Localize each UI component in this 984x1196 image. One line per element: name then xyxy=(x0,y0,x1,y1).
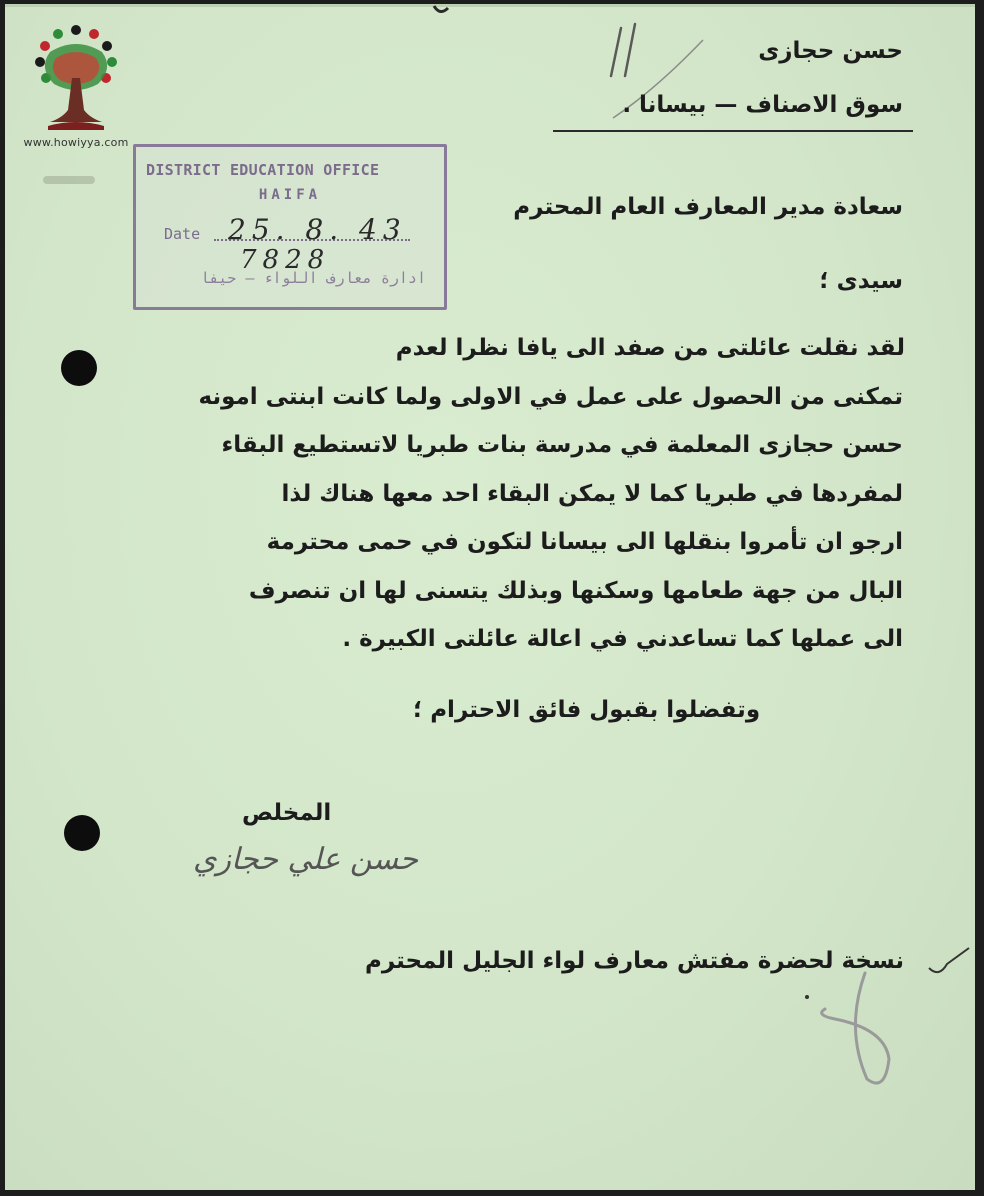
body-line: حسن حجازى المعلمة في مدرسة بنات طبريا لاتستطيع البقاء xyxy=(221,432,903,458)
stamp-office-name: DISTRICT EDUCATION OFFICE xyxy=(146,161,380,179)
punch-hole xyxy=(61,350,97,386)
stamp-city: HAIFA xyxy=(258,187,322,203)
body-line: لمفردها في طبريا كما لا يمكن البقاء احد معها هناك لذا xyxy=(281,480,903,507)
pencil-annotation-mark xyxy=(805,969,905,1099)
punch-hole xyxy=(64,815,100,851)
address-underline xyxy=(553,130,913,132)
paper-tear-mark xyxy=(432,4,450,20)
body-line: لقد نقلت عائلتى من صفد الى يافا نظرا لعدم xyxy=(395,335,905,361)
page-edge xyxy=(5,4,975,7)
tree-logo-icon xyxy=(28,22,124,134)
stamp-reference-number: 7828 xyxy=(240,245,331,275)
body-line: الى عملها كما تساعدني في اعالة عائلتى الكبيرة . xyxy=(342,626,903,652)
body-line: تمكنى من الحصول على عمل في الاولى ولما كانت ابنتى امونه xyxy=(198,383,903,410)
watermark-logo xyxy=(17,22,135,149)
carbon-copy-line: نسخة لحضرة مفتش معارف لواء الجليل المحترم xyxy=(365,948,905,974)
office-stamp xyxy=(133,144,447,310)
handwritten-signature: حسن علي حجازي xyxy=(193,842,419,877)
stamp-date-label: Date xyxy=(164,225,201,243)
signature-title: المخلص xyxy=(242,800,332,826)
watermark-url: www.howiyya.com xyxy=(23,136,129,149)
sender-address: سوق الاصناف — بيسانا . xyxy=(622,92,903,118)
letter-body xyxy=(163,324,903,664)
closing-line: وتفضلوا بقبول فائق الاحترام ؛ xyxy=(413,697,761,723)
stamp-date-value: 25. 8. 43 xyxy=(228,213,407,246)
salutation: سيدى ؛ xyxy=(819,268,903,294)
body-line: ارجو ان تأمروا بنقلها الى بيسانا لتكون في حمى محترمة xyxy=(266,529,903,555)
recipient-line: سعادة مدير المعارف العام المحترم xyxy=(513,194,903,220)
check-mark-icon xyxy=(925,944,975,980)
body-line: البال من جهة طعامها وسكنها وبذلك يتسنى لها ان تنصرف xyxy=(248,577,903,604)
stamp-arabic-label: ادارة معارف اللواء — حيفا xyxy=(200,269,426,287)
ink-smudge xyxy=(43,176,95,184)
sender-name: حسن حجازى xyxy=(758,38,903,64)
document-page xyxy=(5,4,975,1190)
